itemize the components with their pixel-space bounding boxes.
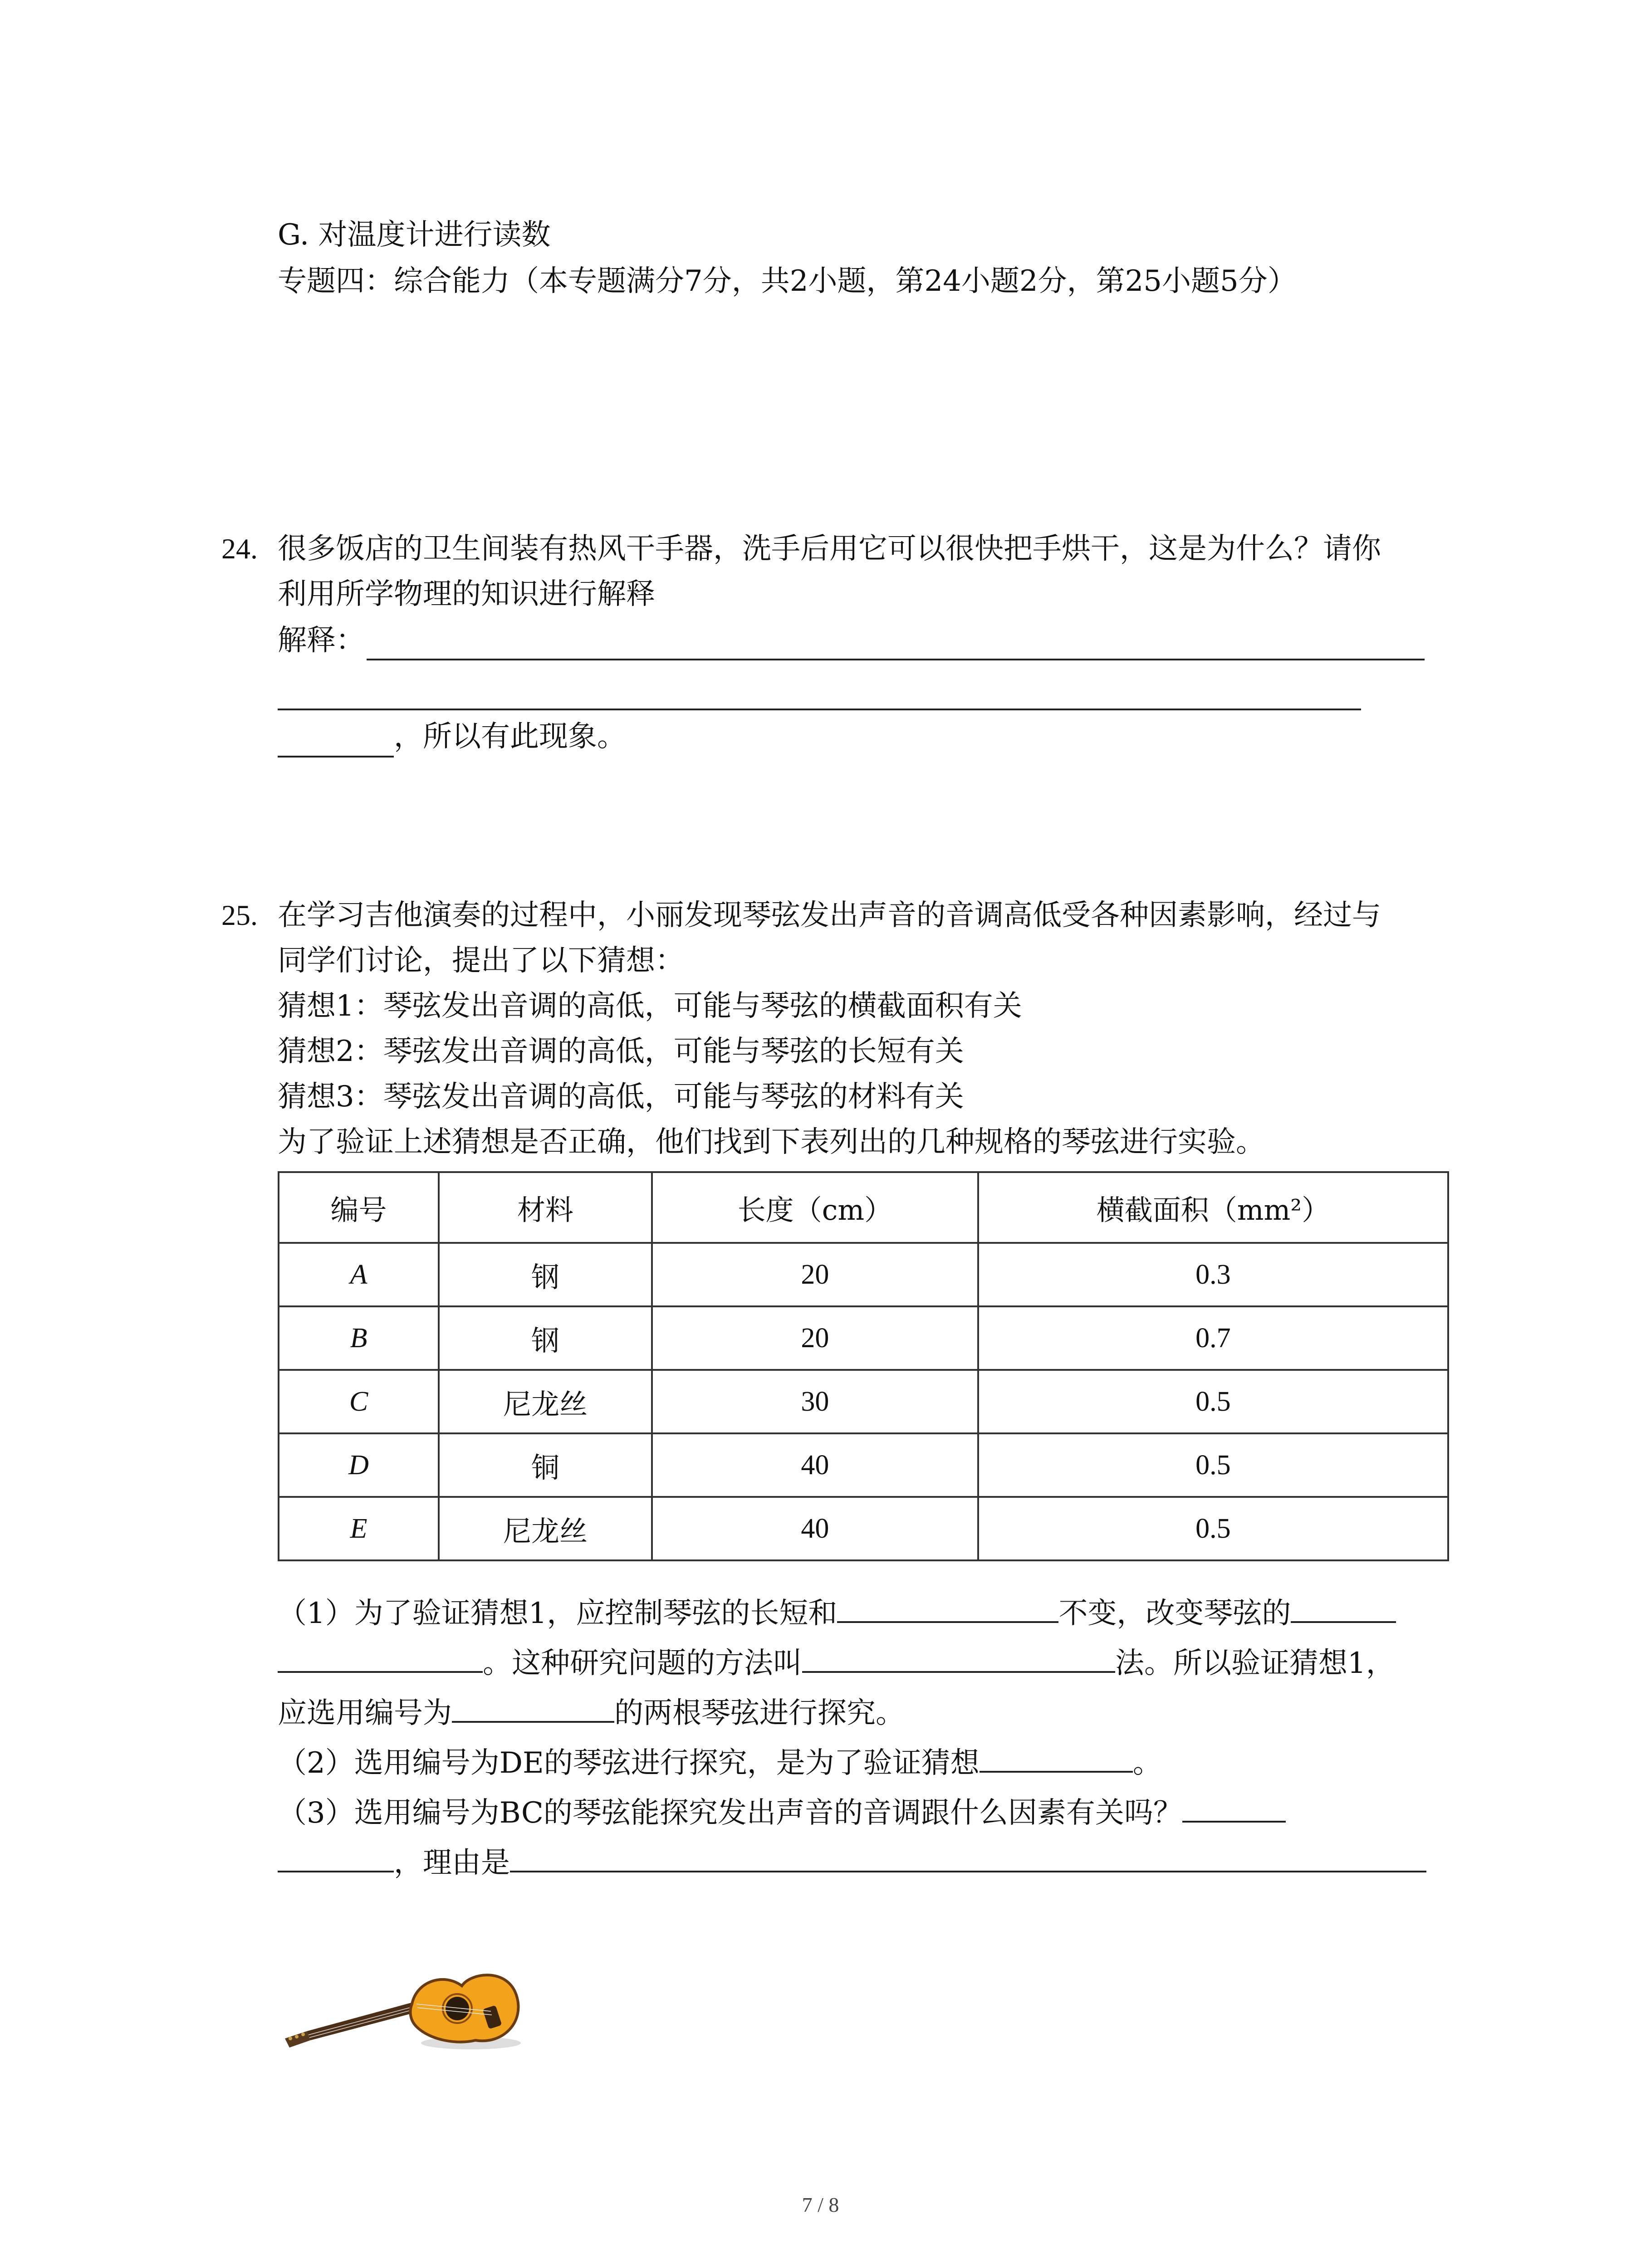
sub1-line3 bbox=[278, 1694, 905, 1731]
guess-1: 猜想1：琴弦发出音调的高低，可能与琴弦的横截面积有关 bbox=[278, 989, 1022, 1023]
row-length: 30 bbox=[652, 1370, 978, 1433]
row-area: 0.7 bbox=[978, 1306, 1448, 1370]
sub1-text-e: 应选用编号为 bbox=[278, 1696, 452, 1730]
header-material: 材料 bbox=[439, 1172, 652, 1243]
sub1-blank-3[interactable] bbox=[802, 1644, 1115, 1673]
row-material: 尼龙丝 bbox=[439, 1497, 652, 1560]
row-id: A bbox=[279, 1243, 439, 1306]
sub1-blank-1[interactable] bbox=[837, 1594, 1058, 1623]
header-id: 编号 bbox=[279, 1172, 439, 1243]
guess-3: 猜想3：琴弦发出音调的高低，可能与琴弦的材料有关 bbox=[278, 1080, 964, 1114]
table-row bbox=[279, 1370, 1448, 1433]
answer-closing: ，所以有此现象。 bbox=[394, 720, 626, 753]
sub1-blank-2a[interactable] bbox=[1291, 1594, 1396, 1623]
sub3-blank-2[interactable] bbox=[510, 1843, 1426, 1872]
item-g-line: G. 对温度计进行读数 bbox=[278, 218, 551, 252]
sub2-text-a: （2）选用编号为DE的琴弦进行探究，是为了验证猜想 bbox=[278, 1746, 980, 1780]
sub1-text-c: 。这种研究问题的方法叫 bbox=[483, 1647, 802, 1680]
sub2-text-b: 。 bbox=[1132, 1746, 1162, 1780]
row-length: 20 bbox=[652, 1243, 978, 1306]
row-id: D bbox=[279, 1433, 439, 1497]
sub2-blank[interactable] bbox=[980, 1744, 1133, 1773]
row-length: 40 bbox=[652, 1497, 978, 1560]
sub3-line1 bbox=[278, 1794, 1286, 1831]
answer-blank-line3[interactable] bbox=[278, 756, 394, 758]
sub1-line2 bbox=[278, 1644, 1395, 1681]
sub1-blank-2b[interactable] bbox=[278, 1644, 483, 1673]
answer-label: 解释： bbox=[278, 624, 365, 657]
question-25-intro-line2: 同学们讨论，提出了以下猜想： bbox=[278, 944, 684, 978]
table-header-row bbox=[279, 1172, 1448, 1243]
table-row bbox=[279, 1306, 1448, 1370]
row-material: 尼龙丝 bbox=[439, 1370, 652, 1433]
sub1-text-d: 法。所以验证猜想1， bbox=[1115, 1647, 1395, 1680]
question-24-number: 24. bbox=[221, 533, 258, 565]
header-area: 横截面积（mm²） bbox=[978, 1172, 1448, 1243]
row-material: 钢 bbox=[439, 1306, 652, 1370]
row-area: 0.5 bbox=[978, 1433, 1448, 1497]
sub1-text-f: 的两根琴弦进行探究。 bbox=[614, 1696, 905, 1730]
string-spec-table bbox=[278, 1171, 1449, 1561]
sub1-text-a: （1）为了验证猜想1，应控制琴弦的长短和 bbox=[278, 1597, 838, 1630]
section-heading: 专题四：综合能力（本专题满分7分，共2小题，第24小题2分，第25小题5分） bbox=[278, 264, 1297, 298]
table-row bbox=[279, 1243, 1448, 1306]
sub3-blank-1a[interactable] bbox=[1182, 1794, 1286, 1823]
sub1-line1 bbox=[278, 1594, 1396, 1632]
table-intro: 为了验证上述猜想是否正确，他们找到下表列出的几种规格的琴弦进行实验。 bbox=[278, 1125, 1265, 1159]
row-area: 0.3 bbox=[978, 1243, 1448, 1306]
question-24-text-line1: 很多饭店的卫生间装有热风干手器，洗手后用它可以很快把手烘干，这是为什么？请你 bbox=[278, 532, 1381, 566]
table-row bbox=[279, 1433, 1448, 1497]
row-area: 0.5 bbox=[978, 1497, 1448, 1560]
question-25-intro-line1: 在学习吉他演奏的过程中，小丽发现琴弦发出声音的音调高低受各种因素影响，经过与 bbox=[278, 899, 1381, 932]
sub2-line bbox=[278, 1744, 1162, 1781]
sub1-text-b: 不变，改变琴弦的 bbox=[1058, 1597, 1291, 1630]
table-row bbox=[279, 1497, 1448, 1560]
question-24-text-line2: 利用所学物理的知识进行解释 bbox=[278, 577, 655, 611]
answer-blank-line2[interactable] bbox=[278, 709, 1361, 710]
row-id: B bbox=[279, 1306, 439, 1370]
guitar-icon bbox=[280, 1954, 525, 2063]
row-id: E bbox=[279, 1497, 439, 1560]
sub3-blank-1b[interactable] bbox=[278, 1843, 394, 1872]
row-material: 铜 bbox=[439, 1433, 652, 1497]
guess-2: 猜想2：琴弦发出音调的高低，可能与琴弦的长短有关 bbox=[278, 1035, 964, 1068]
sub3-line2 bbox=[278, 1843, 1426, 1881]
row-material: 钢 bbox=[439, 1243, 652, 1306]
sub3-text-a: （3）选用编号为BC的琴弦能探究发出声音的音调跟什么因素有关吗？ bbox=[278, 1796, 1182, 1830]
row-area: 0.5 bbox=[978, 1370, 1448, 1433]
header-length: 长度（cm） bbox=[652, 1172, 978, 1243]
row-length: 40 bbox=[652, 1433, 978, 1497]
answer-blank-line1[interactable] bbox=[367, 659, 1425, 660]
page-number: 7 / 8 bbox=[802, 2193, 839, 2216]
question-25-number: 25. bbox=[221, 899, 258, 931]
row-id: C bbox=[279, 1370, 439, 1433]
row-length: 20 bbox=[652, 1306, 978, 1370]
sub3-text-b: ，理由是 bbox=[394, 1846, 510, 1880]
sub1-blank-4[interactable] bbox=[452, 1694, 614, 1723]
